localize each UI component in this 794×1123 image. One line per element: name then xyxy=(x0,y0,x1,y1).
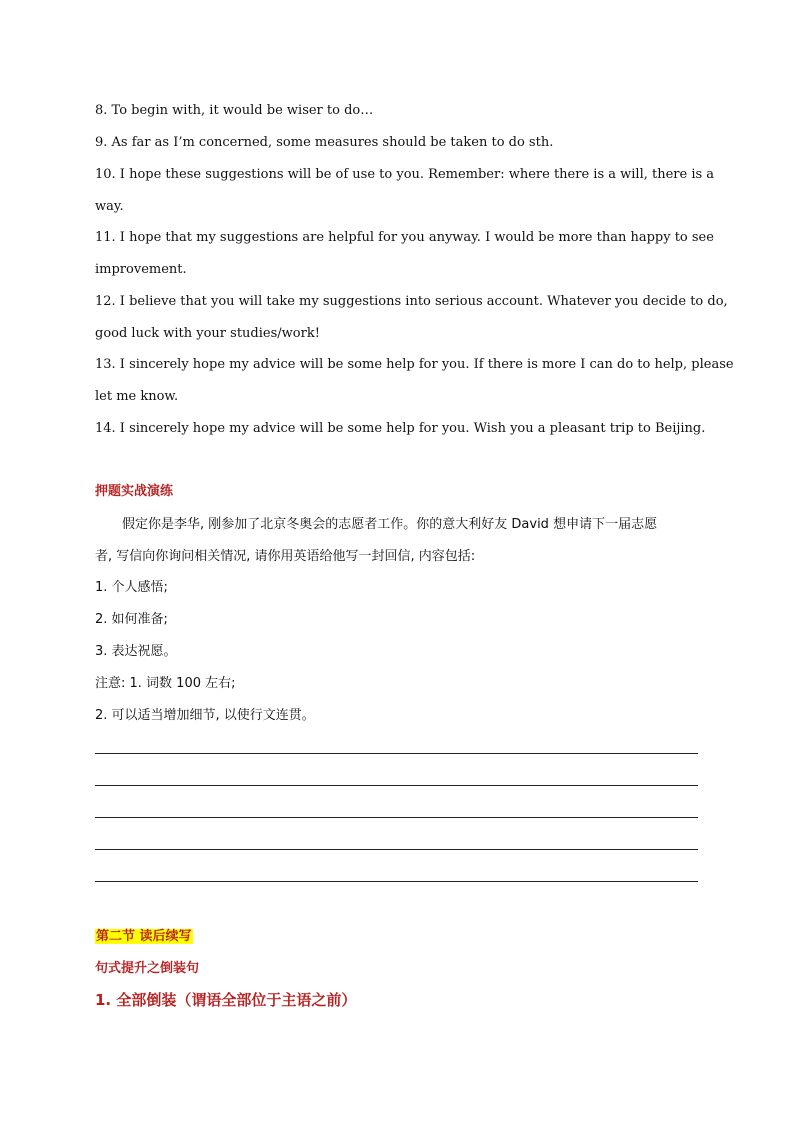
phrase-item-continuation: let me know. xyxy=(95,389,179,404)
phrase-item-continuation: improvement. xyxy=(95,262,187,277)
phrase-item: 11. I hope that my suggestions are helpful for you anyway. I would be more than happy to see xyxy=(95,230,714,245)
writing-line xyxy=(95,849,698,850)
practice-prompt-continuation: 者, 写信向你询问相关情况, 请你用英语给他写一封回信, 内容包括: xyxy=(95,549,476,564)
section-subheading: 句式提升之倒装句 xyxy=(95,961,200,976)
section-tag-wrapper xyxy=(95,929,193,945)
writing-line xyxy=(95,881,698,882)
practice-heading: 押题实战演练 xyxy=(95,484,174,499)
practice-prompt: 假定你是李华, 刚参加了北京冬奥会的志愿者工作。你的意大利好友 David 想申请下一届志愿 xyxy=(122,517,658,532)
practice-note: 注意: 1. 词数 100 左右; xyxy=(95,676,236,691)
practice-note: 2. 可以适当增加细节, 以使行文连贯。 xyxy=(95,708,315,723)
phrase-item: 12. I believe that you will take my suggestions into serious account. Whatever you decide to do, xyxy=(95,294,728,309)
practice-item: 1. 个人感悟; xyxy=(95,580,168,595)
phrase-item: 9. As far as I’m concerned, some measures should be taken to do sth. xyxy=(95,135,554,150)
writing-line xyxy=(95,753,698,754)
writing-line xyxy=(95,785,698,786)
phrase-item-continuation: way. xyxy=(95,199,124,214)
phrase-item: 13. I sincerely hope my advice will be some help for you. If there is more I can do to help, please xyxy=(95,357,734,372)
practice-item: 2. 如何准备; xyxy=(95,612,168,627)
phrase-item: 14. I sincerely hope my advice will be some help for you. Wish you a pleasant trip to Beijing. xyxy=(95,421,706,436)
phrase-item: 10. I hope these suggestions will be of use to you. Remember: where there is a will, there is a xyxy=(95,167,715,182)
writing-line xyxy=(95,817,698,818)
section-tag: 第二节 读后续写 xyxy=(96,929,192,944)
section-heading: 1. 全部倒装（谓语全部位于主语之前） xyxy=(95,991,357,1009)
phrase-item-continuation: good luck with your studies/work! xyxy=(95,326,320,341)
practice-item: 3. 表达祝愿。 xyxy=(95,644,177,659)
phrase-item: 8. To begin with, it would be wiser to do… xyxy=(95,103,374,118)
